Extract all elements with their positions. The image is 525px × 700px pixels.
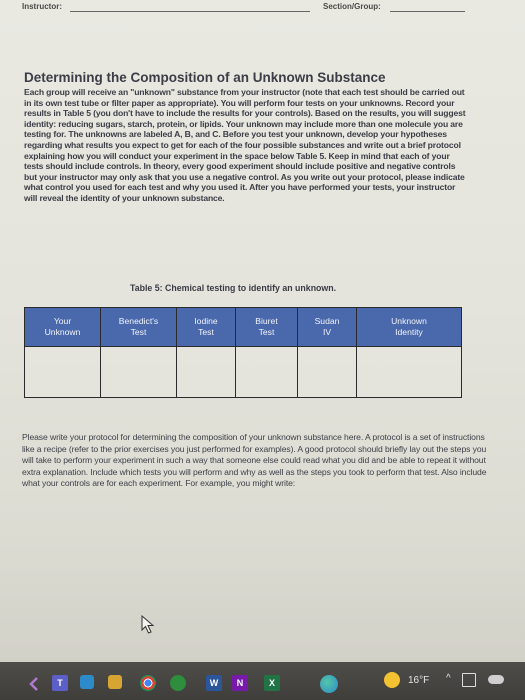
results-table [24, 307, 462, 398]
cell-unknown-identity[interactable] [357, 347, 462, 398]
cell-biuret-result[interactable] [236, 347, 298, 398]
header-benedicts-test: Benedict's Test [101, 308, 177, 347]
mouse-cursor-icon [140, 615, 158, 635]
results-table-container [24, 307, 461, 398]
header-biuret-test: Biuret Test [236, 308, 298, 347]
chevron-up-icon[interactable]: ^ [446, 673, 451, 684]
cell-benedicts-result[interactable] [101, 347, 177, 398]
onenote-icon[interactable]: N [232, 675, 248, 691]
network-icon[interactable] [462, 673, 476, 687]
chrome-profile-icon[interactable] [170, 675, 186, 691]
store-icon[interactable] [80, 675, 94, 689]
weather-moon-icon [384, 672, 400, 688]
header-iodine-test: Iodine Test [177, 308, 236, 347]
section-group-blank [390, 11, 465, 12]
chrome-icon[interactable] [140, 675, 156, 691]
header-sudan-iv: Sudan IV [298, 308, 357, 347]
edge-icon[interactable] [320, 675, 338, 693]
taskbar [0, 662, 525, 700]
section-group-label: Section/Group: [323, 2, 381, 11]
teams-icon[interactable]: T [52, 675, 68, 691]
cell-iodine-result[interactable] [177, 347, 236, 398]
intro-paragraph: Each group will receive an "unknown" substance from your instructor (note that each test should be carried out in its own test tube or filter paper as appropriate). You will perform four tests on your unknowns. Record your results in Table 5 (you don't have to include the results for your controls). Based on the results, you will suggest identity: reducing sugars, starch, protein, or lipids. Your unknown may include more than one molecule you are testing for. The unknowns are labeled A, B, and C. Before you test your unknown, develop your hypotheses regarding what results you expect to get for each of the four possible substances and write out a brief protocol explaining how you will conduct your experiment in the space below Table 5. Keep in mind that each of your tests should include controls. In theory, every good experiment should include positive and negative controls but your instructor may only ask that you use a negative control. As you write out your protocol, please indicate what control you used for each test and why you used it. After you have performed your tests, your instructor will reveal the identity of your unknown substance. [24, 87, 466, 203]
table-header-row [25, 308, 462, 347]
word-icon[interactable]: W [206, 675, 222, 691]
folder-icon[interactable] [108, 675, 122, 689]
table-caption: Table 5: Chemical testing to identify an unknown. [130, 283, 337, 293]
cell-sudan-result[interactable] [298, 347, 357, 398]
page-title: Determining the Composition of an Unknown Substance [24, 70, 386, 85]
header-unknown-identity: Unknown Identity [357, 308, 462, 347]
excel-icon[interactable]: X [264, 675, 280, 691]
protocol-instructions: Please write your protocol for determining the composition of your unknown substance here. A protocol is a set of instructions like a recipe (refer to the prior exercises you just performed for examples). A good protocol should briefly lay out the steps you will take to perform your experiment in such a way that someone else could read what you did and be able to repeat it without extra explanation. Include which tests you will perform and why as well as the steps you took to perform that test. Also include what your controls are for each experiment. For example, you might write: [22, 432, 487, 488]
table-row [25, 347, 462, 398]
temperature-readout: 16°F [408, 675, 430, 686]
cloud-icon[interactable] [488, 675, 504, 684]
header-your-unknown: Your Unknown [25, 308, 101, 347]
back-arrow-icon[interactable] [28, 677, 40, 691]
cell-your-unknown[interactable] [25, 347, 101, 398]
instructor-label: Instructor: [22, 2, 62, 11]
instructor-blank [70, 11, 310, 12]
